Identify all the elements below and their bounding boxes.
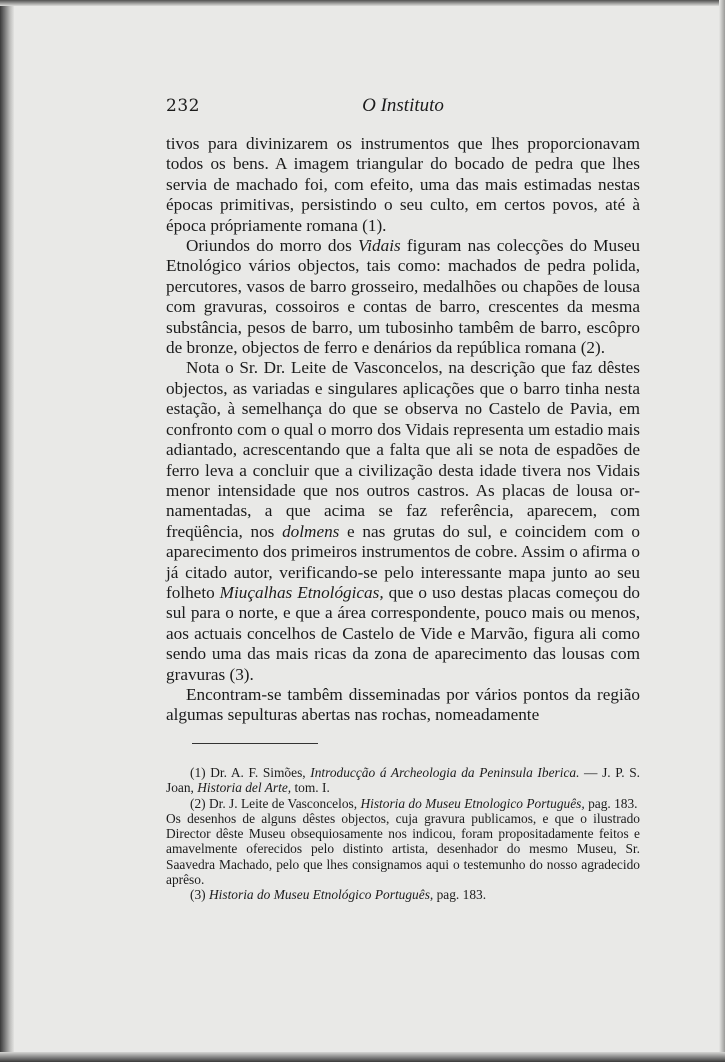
footnote	[166, 796, 640, 811]
italic-text: Introducção á Archeologia da Peninsula Iberica.	[310, 765, 580, 780]
text-run: Encontram-se tambêm disseminadas por vários pontos da região algumas sepulturas abertas nas rochas, nomeadamente	[166, 684, 640, 725]
footnote	[166, 765, 640, 796]
text-run: tom. I.	[291, 780, 330, 796]
text-run: que o uso destas placas começou do sul para o norte, e que a área correspondente, pouco mais ou menos, aos actuais concelhos de Castelo de Vide e Marvão, figura ali como sendo uma das mais ricas da zona de aparecimento das lousas com gravuras (3).	[166, 582, 641, 684]
running-title: O Instituto	[362, 95, 444, 116]
page-top-edge	[0, 0, 725, 6]
footnote	[166, 811, 640, 887]
page-header	[166, 92, 640, 120]
text-run: tivos para divinizarem os instrumentos que lhes proporcionavam todos os bens. A imagem triangular do bocado de pedra que lhes servia de machado foi, com efeito, uma das mais estimadas nestas épocas primitivas, persistindo o seu culto, em certos povos, até à época própriamente romana (1).	[166, 134, 640, 235]
footnotes	[166, 765, 640, 903]
italic-text: Miuçalhas Etnológicas,	[219, 582, 384, 602]
text-run: pag. 183.	[433, 887, 487, 903]
body-paragraph	[166, 358, 640, 685]
text-run: (1) Dr. A. F. Simões,	[190, 765, 311, 780]
text-run: Os desenhos de alguns dêstes objectos, cuja gravura publicamos, e que o ilustrado Director dêste Museu obsequiosamente nos indicou, foram propositadamente feitos e amavelmente oferecidos pelo distinto artista, desenhador do mesmo Museu, Sr. Saavedra Machado, pelo que lhes consignamos aqui o testemunho do nosso agradecido aprêso.	[166, 810, 640, 888]
text-run: — J. P. S. Joan,	[166, 765, 640, 796]
italic-text: Historia do Museu Etnológico Português,	[208, 887, 434, 903]
italic-text: dolmens	[282, 521, 340, 541]
text-run: Nota o Sr. Dr. Leite de Vasconcelos, na descrição que faz dêstes objectos, as variadas e singulares aplicações que o barro tinha nesta estação, à semelhança do que se observa no Castelo de Pavia, em confronto com o qual o morro dos Vidais representa um estadio mais adiantado, acrescentando que a falta que ali se nota de espadões de ferro leva a concluir que a civilização desta idade tivera nos Vidais menor intensidade que nos outros castros. As placas de lousa ornamentadas, a que acima se faz referência, aparecem, com freqüência, nos	[166, 358, 640, 541]
page-bottom-edge	[0, 1052, 725, 1062]
italic-text: Historia del Arte,	[197, 780, 292, 796]
body-paragraph	[166, 134, 640, 236]
text-run: e nas grutas do sul, e coincidem com o aparecimento dos primeiros instrumentos de cobre. Assim o afirma o já citado autor, verificando-se pelo interessante mapa junto ao seu folheto	[166, 521, 640, 602]
text-run: pag. 183.	[584, 795, 638, 811]
body-text	[166, 134, 640, 726]
body-paragraph	[166, 685, 640, 726]
footnote	[166, 887, 640, 902]
footnote-separator	[192, 743, 318, 744]
italic-text: Vidais	[358, 236, 401, 256]
body-paragraph	[166, 236, 640, 358]
text-run: Oriundos do morro dos	[186, 236, 359, 256]
italic-text: Historia do Museu Etnologico Português,	[360, 795, 585, 811]
text-run: (3)	[190, 887, 209, 903]
page-binding-shadow	[0, 0, 14, 1062]
text-run: figuram nas colecções do Museu Etnológico vários objectos, tais como: machados de pedra polida, percutores, vasos de barro grosseiro, medalhões ou chapões de lousa com gravuras, cossoiros e contas de barro, crescentes da mesma substância, pesos de barro, um tubosinho tambêm de barro, escôpro de bronze, objectos de ferro e denários da república romana (2).	[166, 236, 640, 358]
page-right-edge	[719, 0, 725, 1062]
text-run: (2) Dr. J. Leite de Vasconcelos,	[190, 795, 361, 811]
page-number: 232	[166, 96, 200, 116]
